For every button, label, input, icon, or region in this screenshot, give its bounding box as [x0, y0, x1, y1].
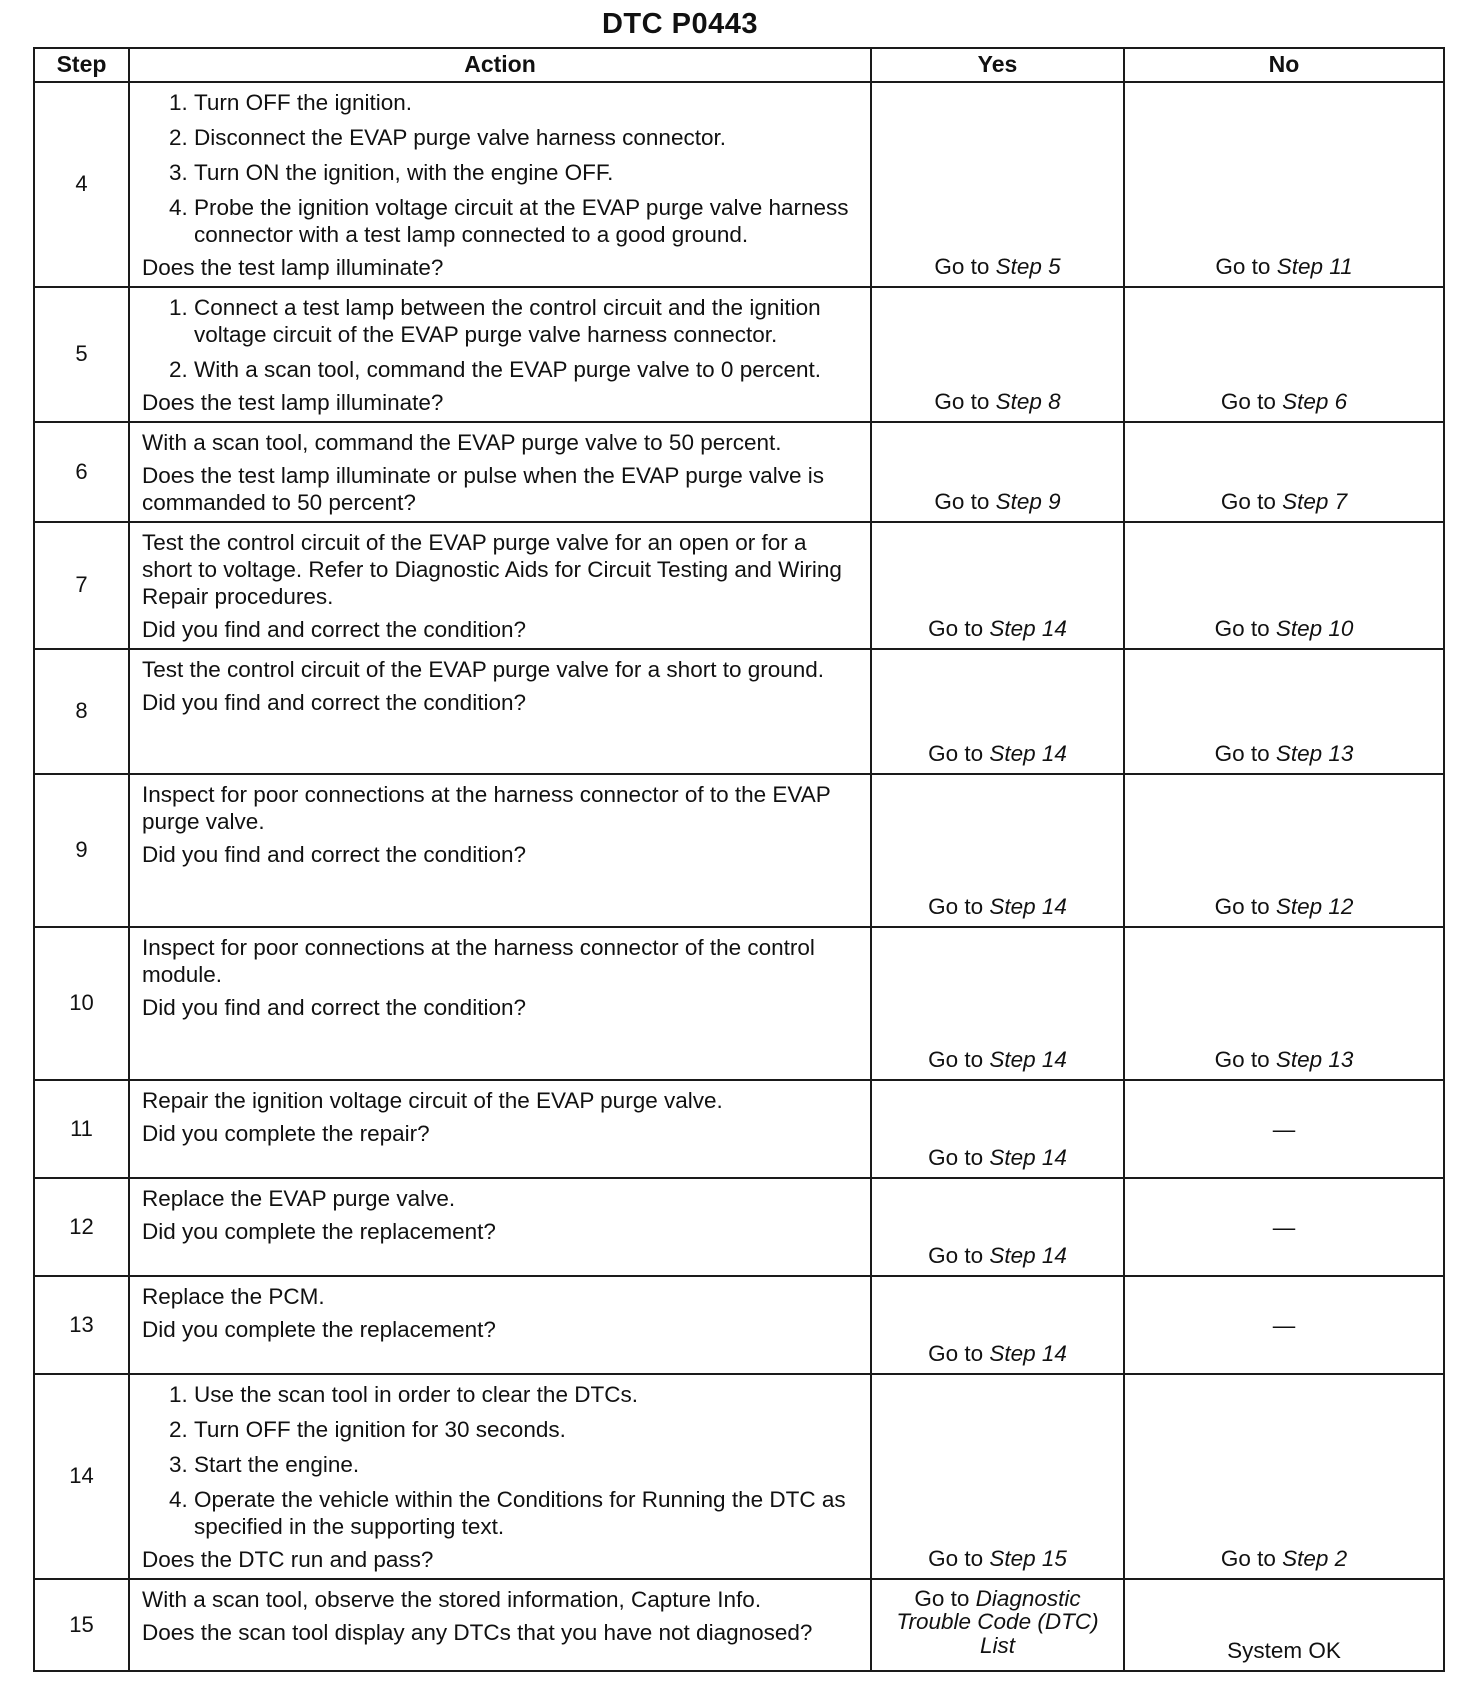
no-action-dash: — — [1272, 1214, 1296, 1240]
list-item: 1. Use the scan tool in order to clear the DTCs. — [194, 1381, 860, 1408]
step-link: Step 14 — [989, 616, 1067, 641]
no-cell — [1124, 422, 1444, 522]
action-question: Did you find and correct the condition? — [142, 995, 526, 1020]
table-row — [34, 522, 1444, 649]
action-cell — [129, 649, 871, 774]
step-link: Step 15 — [989, 1546, 1067, 1571]
table-row — [34, 287, 1444, 422]
action-text: Repair the ignition voltage circuit of the EVAP purge valve. — [142, 1088, 723, 1113]
no-cell — [1124, 287, 1444, 422]
yes-cell — [871, 1080, 1124, 1178]
table-row — [34, 82, 1444, 287]
step-number: 15 — [34, 1579, 129, 1671]
action-cell — [129, 1080, 871, 1178]
yes-cell — [871, 82, 1124, 287]
action-question: Does the test lamp illuminate? — [142, 255, 444, 280]
action-cell — [129, 1276, 871, 1374]
table-row — [34, 1579, 1444, 1671]
system-ok-text: System OK — [1227, 1638, 1341, 1663]
no-cell — [1124, 1080, 1444, 1178]
go-to-prefix: Go to — [928, 616, 984, 641]
go-to-prefix: Go to — [1214, 1047, 1270, 1072]
go-to-prefix: Go to — [1220, 1546, 1276, 1571]
no-cell — [1124, 927, 1444, 1080]
step-link: Step 6 — [1282, 389, 1348, 414]
step-link: Step 14 — [989, 894, 1067, 919]
header-step: Step — [34, 48, 129, 82]
no-cell — [1124, 1579, 1444, 1671]
step-number: 4 — [34, 82, 129, 287]
step-number: 10 — [34, 927, 129, 1080]
go-to-prefix: Go to — [1220, 489, 1276, 514]
yes-cell — [871, 1579, 1124, 1671]
action-steps — [142, 1381, 860, 1546]
list-item: 2. Disconnect the EVAP purge valve harness connector. — [194, 124, 860, 151]
no-action-dash: — — [1272, 1116, 1296, 1142]
go-to-prefix: Go to — [934, 489, 990, 514]
action-cell — [129, 927, 871, 1080]
step-number: 5 — [34, 287, 129, 422]
yes-cell — [871, 1178, 1124, 1276]
go-to-prefix: Go to — [928, 1047, 984, 1072]
step-link: Step 8 — [995, 389, 1061, 414]
action-text: Test the control circuit of the EVAP purge valve for a short to ground. — [142, 657, 825, 682]
action-question: Does the test lamp illuminate? — [142, 390, 444, 415]
step-number: 9 — [34, 774, 129, 927]
go-to-prefix: Go to — [928, 1341, 984, 1366]
step-number: 11 — [34, 1080, 129, 1178]
action-question: Did you complete the replacement? — [142, 1317, 496, 1342]
action-question: Does the scan tool display any DTCs that you have not diagnosed? — [142, 1620, 813, 1645]
header-yes: Yes — [871, 48, 1124, 82]
list-item: 4. Probe the ignition voltage circuit at the EVAP purge valve harness connector with a test lamp connected to a good ground. — [194, 194, 860, 248]
list-item: 4. Operate the vehicle within the Conditions for Running the DTC as specified in the supporting text. — [194, 1486, 860, 1540]
yes-cell — [871, 649, 1124, 774]
action-text: Inspect for poor connections at the harness connector of the control module. — [142, 935, 815, 987]
go-to-prefix: Go to — [928, 894, 984, 919]
action-question: Does the DTC run and pass? — [142, 1547, 434, 1572]
list-item: 1. Connect a test lamp between the control circuit and the ignition voltage circuit of the EVAP purge valve harness connector. — [194, 294, 860, 348]
action-question: Did you find and correct the condition? — [142, 617, 526, 642]
step-link: Step 2 — [1282, 1546, 1348, 1571]
table-row — [34, 1080, 1444, 1178]
table-row — [34, 774, 1444, 927]
no-cell — [1124, 649, 1444, 774]
table-row — [34, 1276, 1444, 1374]
yes-cell — [871, 927, 1124, 1080]
step-number: 8 — [34, 649, 129, 774]
list-item: 3. Turn ON the ignition, with the engine OFF. — [194, 159, 860, 186]
action-question: Did you complete the repair? — [142, 1121, 430, 1146]
step-number: 14 — [34, 1374, 129, 1579]
go-to-prefix: Go to — [934, 389, 990, 414]
action-text: Replace the EVAP purge valve. — [142, 1186, 456, 1211]
list-item: 2. With a scan tool, command the EVAP purge valve to 0 percent. — [194, 356, 860, 383]
action-cell — [129, 82, 871, 287]
step-link: Step 11 — [1276, 254, 1353, 279]
no-action-dash: — — [1272, 1312, 1296, 1338]
no-cell — [1124, 1374, 1444, 1579]
go-to-prefix: Go to — [928, 1243, 984, 1268]
action-text: With a scan tool, observe the stored information, Capture Info. — [142, 1587, 762, 1612]
yes-cell — [871, 422, 1124, 522]
step-link: Step 9 — [995, 489, 1061, 514]
go-to-prefix: Go to — [1215, 254, 1271, 279]
go-to-prefix: Go to — [1214, 741, 1270, 766]
table-row — [34, 422, 1444, 522]
step-link: Step 14 — [989, 1145, 1067, 1170]
page-title: DTC P0443 — [601, 8, 758, 40]
step-number: 12 — [34, 1178, 129, 1276]
action-cell — [129, 1579, 871, 1671]
no-cell — [1124, 82, 1444, 287]
dtc-list-link: Diagnostic Trouble Code (DTC) List — [896, 1585, 1099, 1658]
step-link: Step 14 — [989, 1243, 1067, 1268]
go-to-prefix: Go to — [1220, 389, 1276, 414]
table-row — [34, 649, 1444, 774]
action-question: Did you complete the replacement? — [142, 1219, 496, 1244]
go-to-prefix: Go to — [914, 1585, 970, 1611]
yes-cell — [871, 1276, 1124, 1374]
yes-cell — [871, 522, 1124, 649]
step-link: Step 7 — [1282, 489, 1348, 514]
table-row — [34, 1178, 1444, 1276]
list-item: 1. Turn OFF the ignition. — [194, 89, 860, 116]
action-cell — [129, 774, 871, 927]
go-to-prefix: Go to — [928, 1546, 984, 1571]
step-link: Step 14 — [989, 1341, 1067, 1366]
go-to-prefix: Go to — [1214, 894, 1270, 919]
go-to-prefix: Go to — [1214, 616, 1270, 641]
yes-cell — [871, 1374, 1124, 1579]
action-text: With a scan tool, command the EVAP purge valve to 50 percent. — [142, 430, 782, 455]
table-row — [34, 1374, 1444, 1579]
step-link: Step 12 — [1275, 894, 1354, 919]
action-question: Did you find and correct the condition? — [142, 690, 526, 715]
action-cell — [129, 522, 871, 649]
action-steps — [142, 294, 860, 389]
step-link: Step 14 — [989, 741, 1067, 766]
step-number: 13 — [34, 1276, 129, 1374]
go-to-prefix: Go to — [934, 254, 990, 279]
action-question: Does the test lamp illuminate or pulse when the EVAP purge valve is commanded to 50 percent? — [142, 463, 825, 515]
action-cell — [129, 287, 871, 422]
go-to-prefix: Go to — [928, 1145, 984, 1170]
step-number: 6 — [34, 422, 129, 522]
step-link: Step 13 — [1275, 741, 1354, 766]
action-text: Test the control circuit of the EVAP purge valve for an open or for a short to voltage. Refer to Diagnostic Aids for Circuit Testing and Wiring Repair procedures. — [142, 530, 842, 609]
action-cell — [129, 1374, 871, 1579]
header-action: Action — [129, 48, 871, 82]
diagnostic-table — [33, 47, 1445, 1672]
step-link: Step 10 — [1275, 616, 1354, 641]
yes-cell — [871, 287, 1124, 422]
action-text: Replace the PCM. — [142, 1284, 325, 1309]
no-cell — [1124, 1276, 1444, 1374]
list-item: 3. Start the engine. — [194, 1451, 860, 1478]
step-number: 7 — [34, 522, 129, 649]
header-no: No — [1124, 48, 1444, 82]
header-row — [34, 48, 1444, 82]
step-link: Step 14 — [989, 1047, 1067, 1072]
list-item: 2. Turn OFF the ignition for 30 seconds. — [194, 1416, 860, 1443]
no-cell — [1124, 522, 1444, 649]
go-to-prefix: Go to — [928, 741, 984, 766]
action-cell — [129, 422, 871, 522]
step-link: Step 13 — [1275, 1047, 1354, 1072]
action-steps — [142, 89, 860, 254]
no-cell — [1124, 774, 1444, 927]
action-cell — [129, 1178, 871, 1276]
yes-cell — [871, 774, 1124, 927]
step-link: Step 5 — [995, 254, 1061, 279]
table-row — [34, 927, 1444, 1080]
action-question: Did you find and correct the condition? — [142, 842, 526, 867]
no-cell — [1124, 1178, 1444, 1276]
action-text: Inspect for poor connections at the harness connector of to the EVAP purge valve. — [142, 782, 831, 834]
